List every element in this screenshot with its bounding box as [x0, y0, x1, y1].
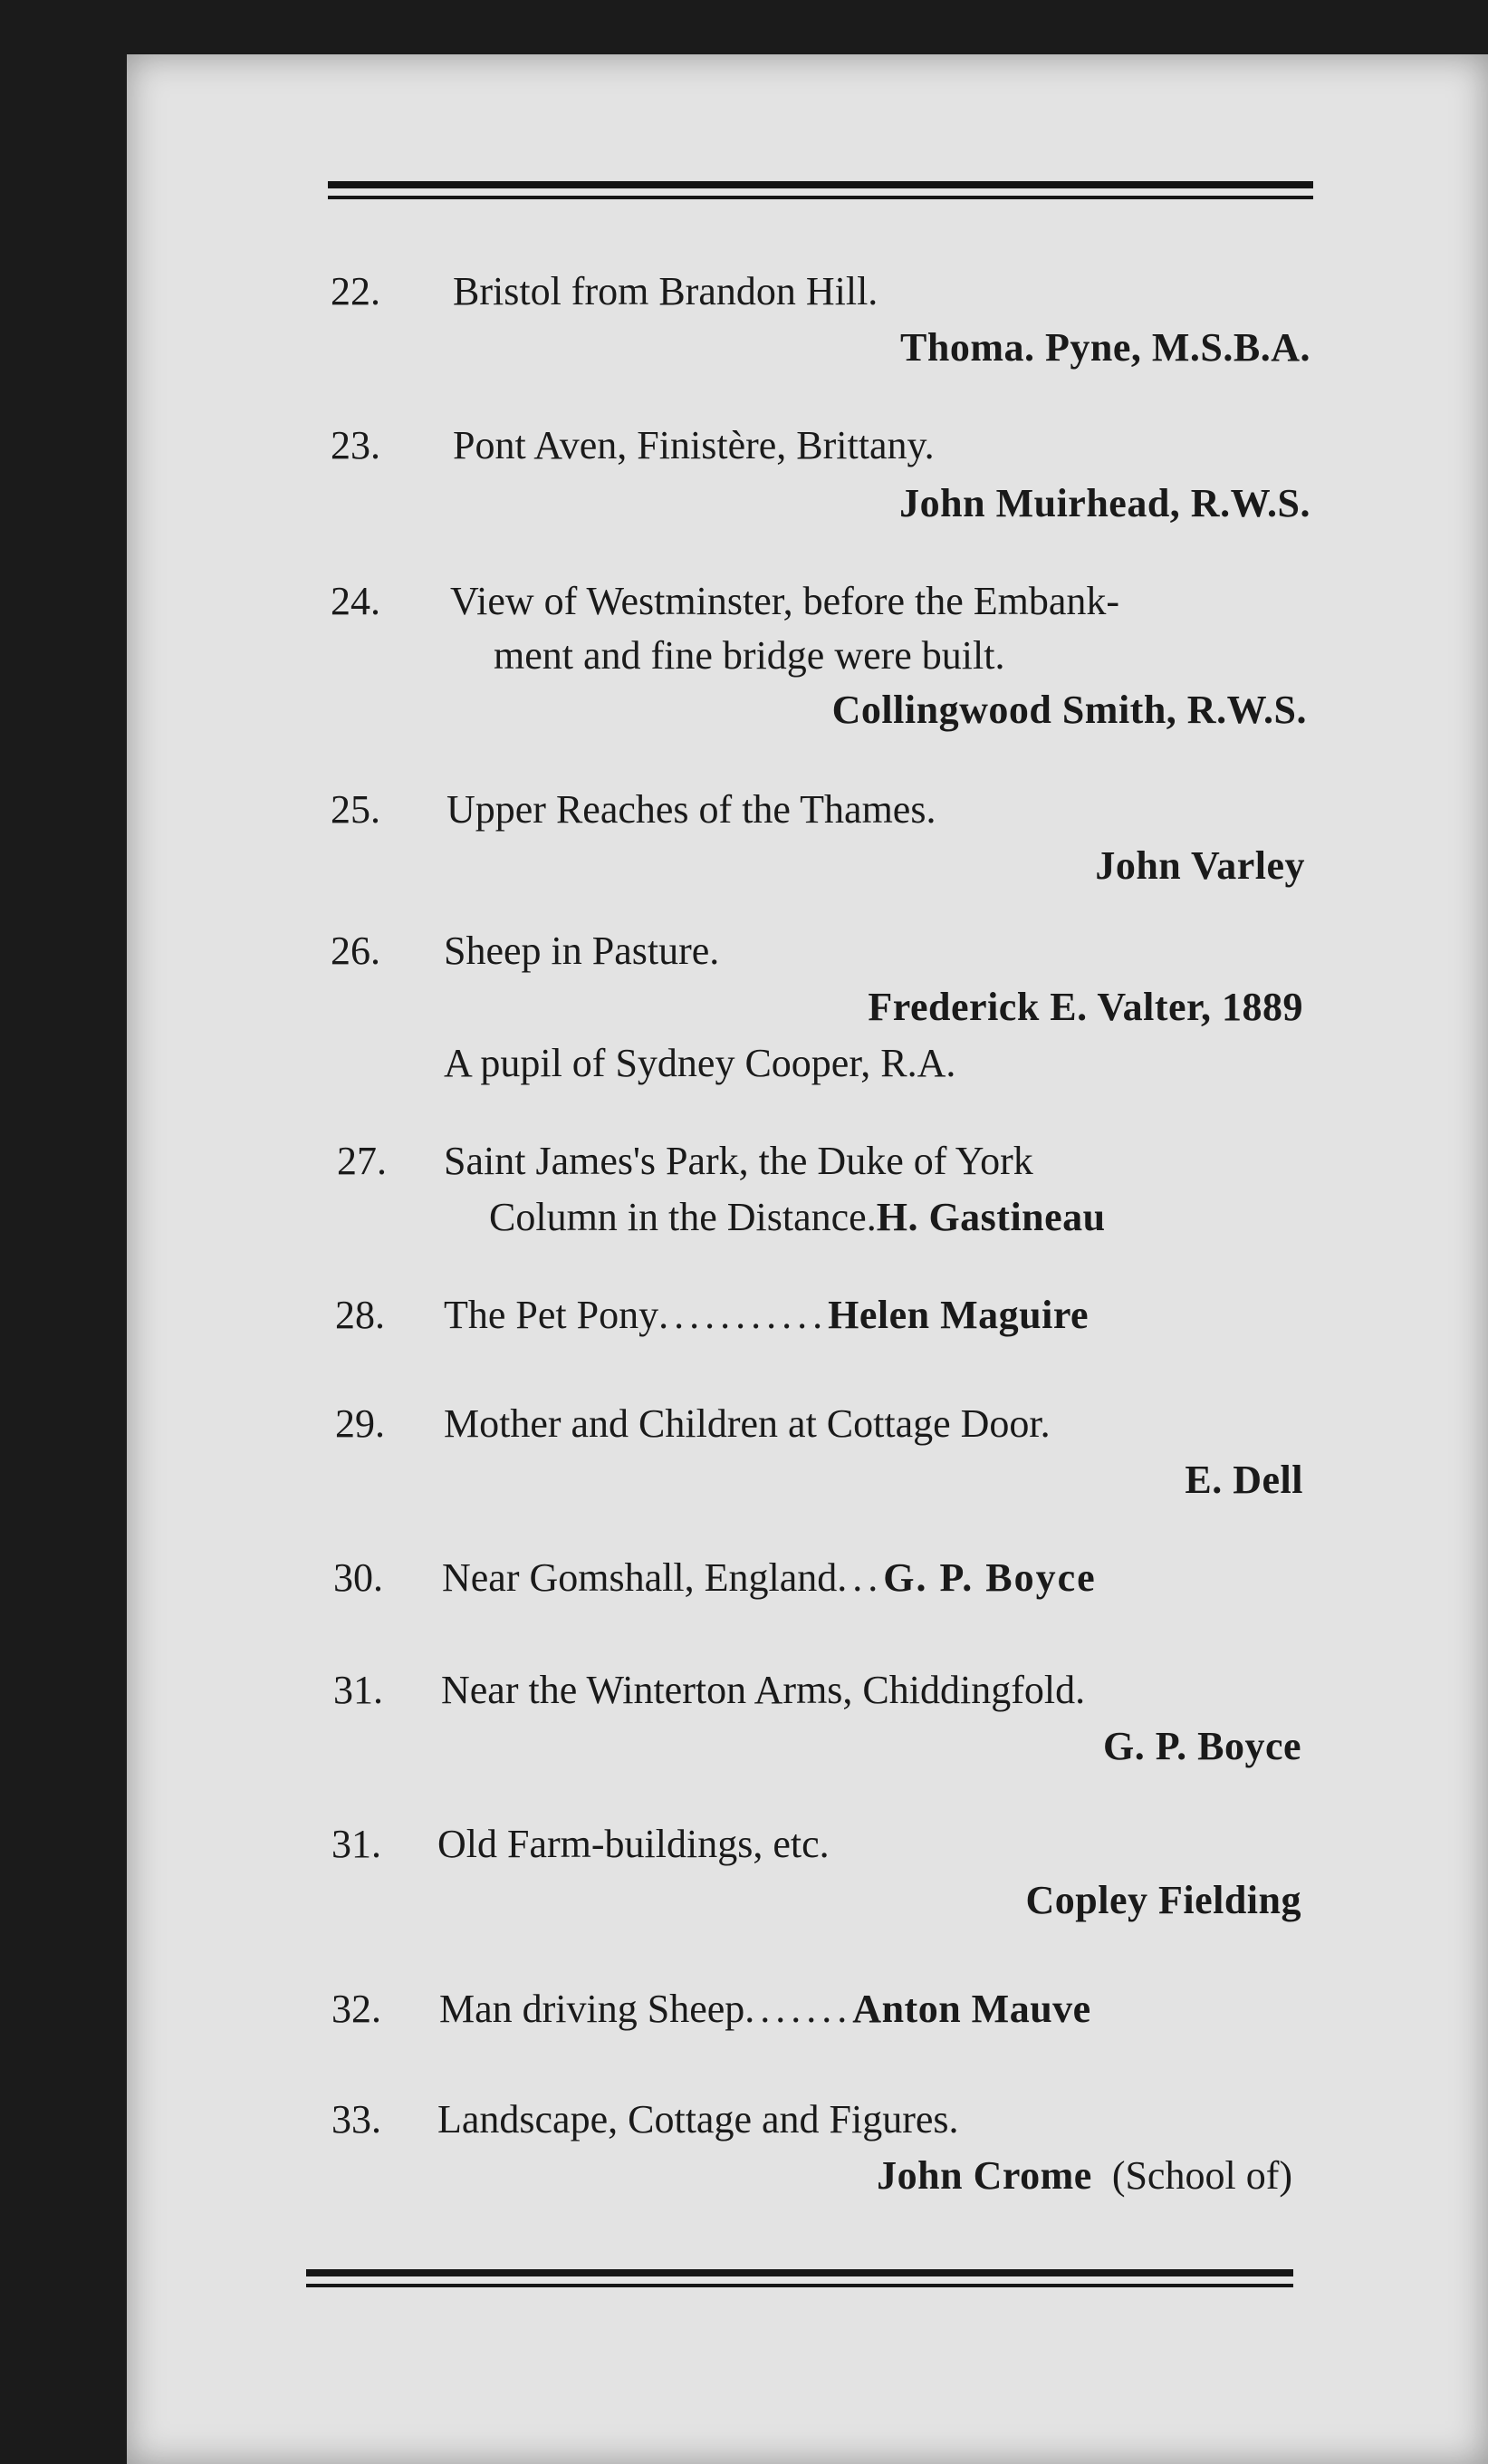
entry-artist: E. Dell: [1185, 1458, 1303, 1502]
entry-artist: Collingwood Smith, R.W.S.: [831, 688, 1307, 732]
entry-title: Upper Reaches of the Thames.: [446, 787, 936, 832]
entry-title: Pont Aven, Finistère, Brittany.: [453, 423, 935, 467]
dot-leader: .......: [744, 1987, 853, 2031]
entry-artist: John Muirhead, R.W.S.: [899, 481, 1310, 525]
entry-number: 30.: [333, 1555, 383, 1600]
entry-artist: Thoma. Pyne, M.S.B.A.: [900, 325, 1310, 370]
dot-leader: ...........: [658, 1293, 829, 1337]
entry-note: A pupil of Sydney Cooper, R.A.: [444, 1041, 956, 1085]
entry-title-continuation: ment and fine bridge were built.: [494, 633, 1005, 678]
entry-title-text: Man driving Sheep: [439, 1987, 745, 2031]
entry-title: Saint James's Park, the Duke of York: [444, 1139, 1033, 1183]
entry-title: Mother and Children at Cottage Door.: [444, 1401, 1051, 1446]
entry-title: [444, 1292, 1089, 1339]
entry-title: Bristol from Brandon Hill.: [453, 269, 878, 313]
entry-title: [442, 1554, 1097, 1602]
entry-title-text: Near Gomshall, England: [442, 1555, 838, 1600]
entry-number: 24.: [331, 579, 380, 623]
entry-number: 29.: [335, 1401, 385, 1446]
entry-title: Old Farm-buildings, etc.: [437, 1822, 830, 1866]
entry-artist: Helen Maguire: [828, 1293, 1090, 1337]
entry-number: 28.: [335, 1293, 385, 1337]
entry-artist: John Crome: [877, 2153, 1092, 2198]
entry-number: 27.: [337, 1139, 387, 1183]
entry-artist-suffix: (School of): [1111, 2153, 1292, 2198]
entry-title-continuation-text: Column in the Distance.: [489, 1195, 877, 1239]
entry-number: 32.: [331, 1987, 381, 2031]
bottom-double-rule: [306, 2269, 1293, 2287]
entry-artist: H. Gastineau: [876, 1195, 1106, 1239]
entry-number: 33.: [331, 2097, 381, 2142]
entry-number: 23.: [331, 423, 380, 467]
entry-title-text: The Pet Pony: [444, 1293, 659, 1337]
entry-artist: Copley Fielding: [1025, 1878, 1301, 1922]
entry-title: View of Westminster, before the Embank-: [450, 579, 1120, 623]
entry-title: Landscape, Cottage and Figures.: [437, 2097, 959, 2142]
entry-artist: G. P. Boyce: [1103, 1724, 1301, 1768]
entry-number: 31.: [331, 1822, 381, 1866]
entry-artist: G. P. Boyce: [883, 1555, 1097, 1600]
entry-title: Sheep in Pasture.: [444, 929, 720, 973]
entry-number: 31.: [333, 1668, 383, 1712]
entry-artist: John Varley: [1095, 843, 1305, 888]
entry-artist-line: [877, 2152, 1292, 2199]
entry-artist: Frederick E. Valter, 1889: [868, 985, 1303, 1029]
entry-title-continuation: [489, 1194, 1106, 1241]
entry-artist: Anton Mauve: [852, 1987, 1091, 2031]
entry-number: 25.: [331, 787, 380, 832]
top-double-rule: [328, 181, 1313, 199]
entry-number: 22.: [331, 269, 380, 313]
entry-title: [439, 1986, 1091, 2033]
dot-leader: ...: [837, 1555, 884, 1600]
entry-number: 26.: [331, 929, 380, 973]
entry-title: Near the Winterton Arms, Chiddingfold.: [441, 1668, 1086, 1712]
